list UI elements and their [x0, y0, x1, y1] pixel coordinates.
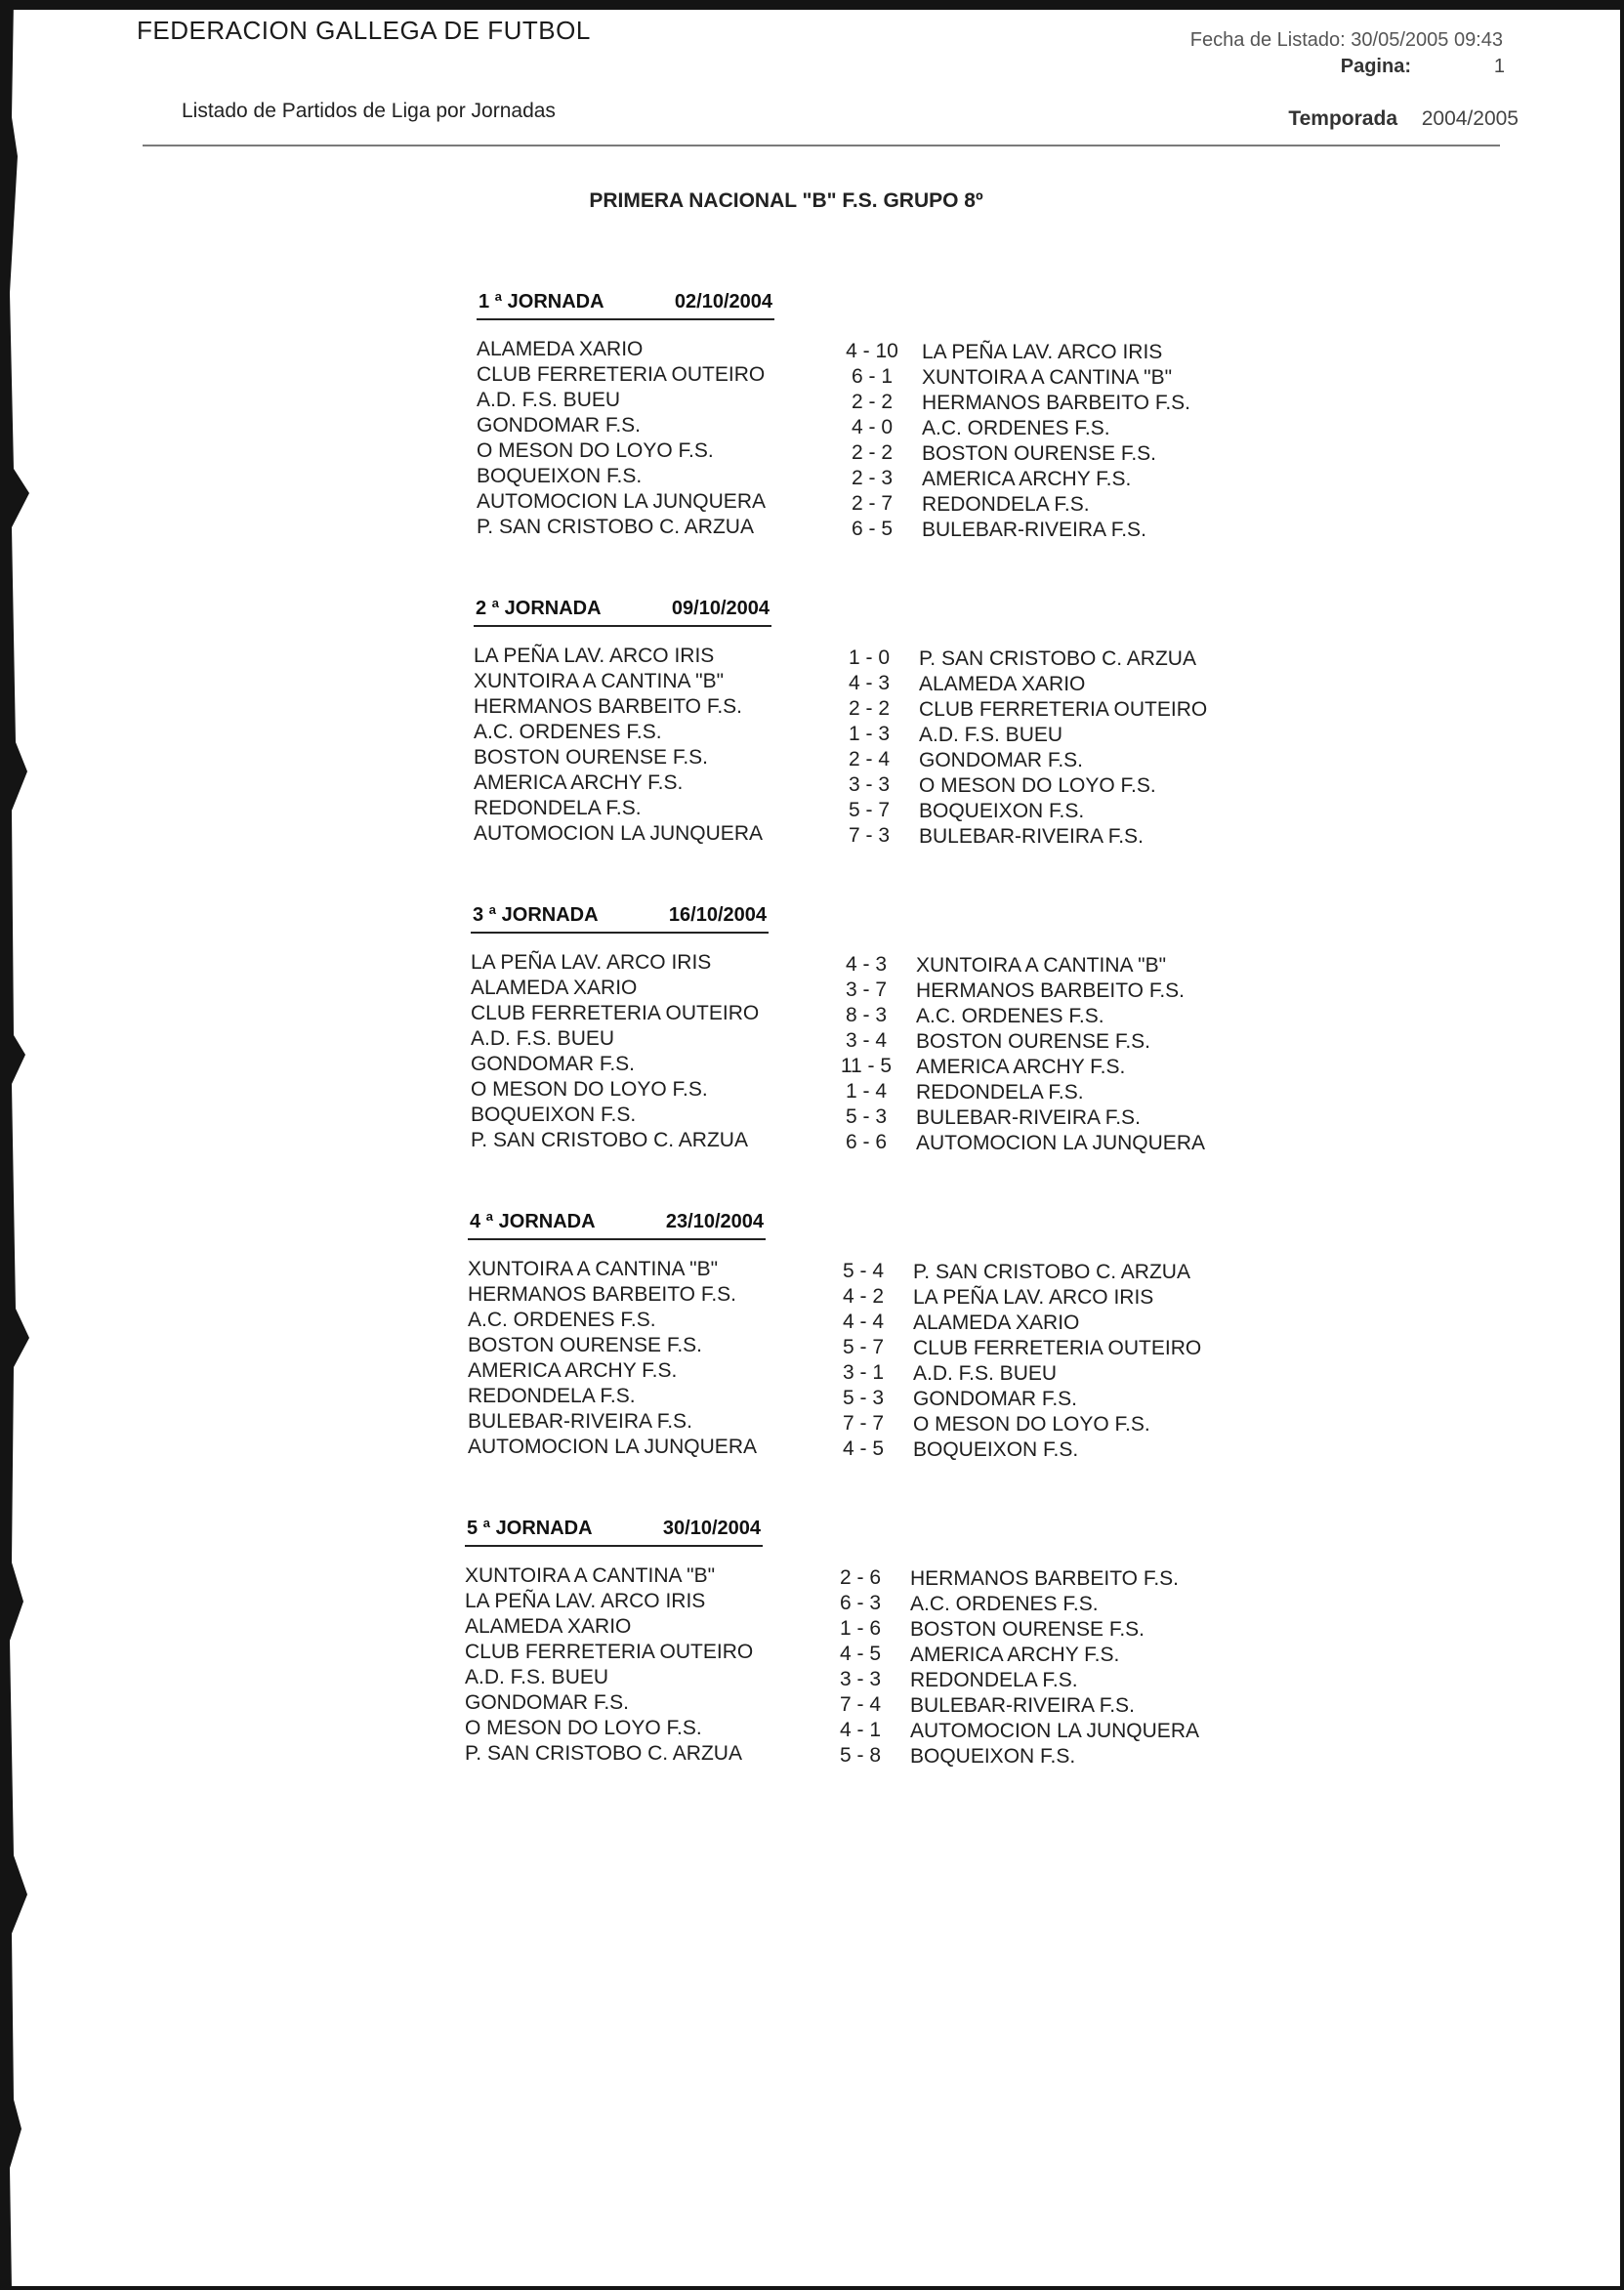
away-team: BOSTON OURENSE F.S. [916, 1030, 1150, 1053]
match-row [471, 1129, 1350, 1154]
match-row [468, 1359, 1347, 1385]
match-list [474, 645, 1353, 848]
match-score: 5 - 7 [848, 799, 891, 821]
match-row [471, 1002, 1350, 1027]
away-team: CLUB FERRETERIA OUTEIRO [913, 1337, 1202, 1359]
away-team: O MESON DO LOYO F.S. [919, 774, 1156, 797]
home-team: CLUB FERRETERIA OUTEIRO [477, 363, 766, 386]
jornada-heading [477, 289, 774, 320]
match-row [474, 670, 1353, 695]
match-score: 6 - 6 [845, 1131, 888, 1153]
match-score: 4 - 10 [846, 340, 898, 362]
home-team: O MESON DO LOYO F.S. [465, 1717, 702, 1739]
match-score: 11 - 5 [840, 1055, 893, 1077]
match-score: 4 - 5 [839, 1643, 882, 1665]
away-team: AMERICA ARCHY F.S. [910, 1644, 1120, 1666]
home-team: ALAMEDA XARIO [465, 1615, 632, 1638]
home-team: CLUB FERRETERIA OUTEIRO [471, 1002, 760, 1024]
away-team: A.C. ORDENES F.S. [916, 1005, 1104, 1027]
match-score: 8 - 3 [845, 1004, 888, 1026]
jornada-date: 23/10/2004 [665, 1211, 764, 1232]
away-team: REDONDELA F.S. [922, 493, 1090, 516]
match-row [474, 721, 1353, 746]
home-team: XUNTOIRA A CANTINA "B" [465, 1564, 716, 1587]
match-score: 2 - 2 [851, 441, 894, 464]
home-team: AUTOMOCION LA JUNQUERA [468, 1436, 757, 1458]
match-row [465, 1742, 1344, 1768]
home-team: REDONDELA F.S. [474, 797, 642, 819]
organization-title: FEDERACION GALLEGA DE FUTBOL [137, 16, 591, 45]
match-row [471, 1078, 1350, 1103]
home-team: GONDOMAR F.S. [477, 414, 642, 437]
match-row [474, 695, 1353, 721]
jornada-title: 3 ª JORNADA [473, 904, 599, 926]
home-team: GONDOMAR F.S. [471, 1053, 636, 1075]
jornada-heading [474, 596, 771, 627]
match-row [465, 1564, 1344, 1590]
match-row [465, 1691, 1344, 1717]
jornada-title: 5 ª JORNADA [467, 1518, 593, 1539]
season-label: Temporada [1288, 107, 1397, 130]
home-team: BOSTON OURENSE F.S. [474, 746, 708, 769]
away-team: BOQUEIXON F.S. [910, 1745, 1076, 1768]
home-team: AUTOMOCION LA JUNQUERA [474, 822, 763, 845]
home-team: ALAMEDA XARIO [477, 338, 644, 360]
match-row [477, 465, 1355, 490]
away-team: A.D. F.S. BUEU [913, 1362, 1058, 1385]
match-row [477, 490, 1355, 516]
home-team: ALAMEDA XARIO [471, 977, 638, 999]
home-team: A.C. ORDENES F.S. [474, 721, 662, 743]
match-score: 2 - 7 [851, 492, 894, 515]
match-score: 7 - 4 [839, 1693, 882, 1716]
match-score: 5 - 3 [842, 1387, 885, 1409]
away-team: HERMANOS BARBEITO F.S. [916, 979, 1185, 1002]
away-team: GONDOMAR F.S. [913, 1388, 1078, 1410]
match-score: 3 - 3 [839, 1668, 882, 1690]
match-score: 7 - 7 [842, 1412, 885, 1435]
jornada-date: 16/10/2004 [668, 904, 767, 926]
home-team: XUNTOIRA A CANTINA "B" [474, 670, 725, 692]
home-team: GONDOMAR F.S. [465, 1691, 630, 1714]
match-score: 1 - 4 [845, 1080, 888, 1103]
jornada-date: 30/10/2004 [662, 1518, 761, 1539]
match-score: 2 - 3 [851, 467, 894, 489]
scan-torn-edge [0, 0, 39, 2290]
away-team: P. SAN CRISTOBO C. ARZUA [913, 1261, 1190, 1283]
listing-date: Fecha de Listado: 30/05/2005 09:43 [1189, 29, 1503, 51]
away-team: BOQUEIXON F.S. [919, 800, 1085, 822]
away-team: ALAMEDA XARIO [919, 673, 1086, 695]
away-team: LA PEÑA LAV. ARCO IRIS [922, 341, 1163, 363]
jornada-title: 4 ª JORNADA [470, 1211, 596, 1232]
competition-title: PRIMERA NACIONAL "B" F.S. GRUPO 8º [589, 189, 983, 212]
match-score: 3 - 3 [848, 773, 891, 796]
away-team: BOSTON OURENSE F.S. [910, 1618, 1145, 1641]
home-team: A.C. ORDENES F.S. [468, 1309, 656, 1331]
match-row [468, 1410, 1347, 1436]
match-score: 5 - 7 [842, 1336, 885, 1358]
match-score: 1 - 0 [848, 646, 891, 669]
away-team: HERMANOS BARBEITO F.S. [910, 1567, 1179, 1590]
away-team: A.C. ORDENES F.S. [922, 417, 1110, 439]
home-team: LA PEÑA LAV. ARCO IRIS [465, 1590, 706, 1612]
home-team: XUNTOIRA A CANTINA "B" [468, 1258, 719, 1280]
jornada-heading [465, 1516, 763, 1547]
home-team: BOSTON OURENSE F.S. [468, 1334, 702, 1356]
scan-border-right [1620, 0, 1624, 2290]
match-score: 4 - 3 [845, 953, 888, 976]
home-team: REDONDELA F.S. [468, 1385, 636, 1407]
home-team: A.D. F.S. BUEU [465, 1666, 609, 1688]
match-score: 5 - 3 [845, 1105, 888, 1128]
away-team: AUTOMOCION LA JUNQUERA [910, 1720, 1199, 1742]
match-row [465, 1641, 1344, 1666]
home-team: O MESON DO LOYO F.S. [471, 1078, 708, 1101]
report-subtitle: Listado de Partidos de Liga por Jornadas [182, 100, 556, 122]
match-row [471, 951, 1350, 977]
match-row [477, 389, 1355, 414]
match-row [465, 1590, 1344, 1615]
home-team: BULEBAR-RIVEIRA F.S. [468, 1410, 692, 1433]
match-score: 5 - 4 [842, 1260, 885, 1282]
match-row [477, 516, 1355, 541]
away-team: BULEBAR-RIVEIRA F.S. [910, 1694, 1135, 1717]
away-team: BULEBAR-RIVEIRA F.S. [919, 825, 1144, 848]
match-list [477, 338, 1355, 541]
match-score: 3 - 7 [845, 978, 888, 1001]
match-row [465, 1666, 1344, 1691]
jornada-date: 09/10/2004 [671, 598, 770, 619]
home-team: A.D. F.S. BUEU [477, 389, 621, 411]
away-team: REDONDELA F.S. [916, 1081, 1084, 1103]
home-team: LA PEÑA LAV. ARCO IRIS [471, 951, 712, 974]
match-row [468, 1385, 1347, 1410]
jornada-heading [471, 902, 769, 934]
match-score: 3 - 4 [845, 1029, 888, 1052]
home-team: AMERICA ARCHY F.S. [474, 771, 684, 794]
match-row [471, 977, 1350, 1002]
match-row [471, 1027, 1350, 1053]
jornada-date: 02/10/2004 [674, 291, 772, 312]
away-team: BULEBAR-RIVEIRA F.S. [922, 519, 1146, 541]
home-team: BOQUEIXON F.S. [471, 1103, 637, 1126]
away-team: P. SAN CRISTOBO C. ARZUA [919, 647, 1196, 670]
away-team: AMERICA ARCHY F.S. [916, 1056, 1126, 1078]
scan-border-top [0, 0, 1624, 10]
away-team: REDONDELA F.S. [910, 1669, 1078, 1691]
away-team: A.C. ORDENES F.S. [910, 1593, 1099, 1615]
match-score: 6 - 5 [851, 518, 894, 540]
match-score: 2 - 2 [848, 697, 891, 720]
match-list [471, 951, 1350, 1154]
home-team: AMERICA ARCHY F.S. [468, 1359, 678, 1382]
home-team: O MESON DO LOYO F.S. [477, 439, 714, 462]
match-score: 1 - 6 [839, 1617, 882, 1640]
match-row [465, 1717, 1344, 1742]
away-team: A.D. F.S. BUEU [919, 724, 1063, 746]
match-score: 4 - 0 [851, 416, 894, 438]
match-score: 6 - 1 [851, 365, 894, 388]
match-score: 4 - 3 [848, 672, 891, 694]
away-team: GONDOMAR F.S. [919, 749, 1084, 771]
jornada-title: 2 ª JORNADA [476, 598, 602, 619]
match-row [471, 1053, 1350, 1078]
match-score: 6 - 3 [839, 1592, 882, 1614]
match-row [468, 1283, 1347, 1309]
match-row [474, 771, 1353, 797]
match-row [477, 363, 1355, 389]
scan-border-bottom [0, 2286, 1624, 2290]
match-row [468, 1309, 1347, 1334]
away-team: AUTOMOCION LA JUNQUERA [916, 1132, 1205, 1154]
match-list [465, 1564, 1344, 1768]
season-value: 2004/2005 [1421, 107, 1519, 130]
match-row [468, 1436, 1347, 1461]
away-team: XUNTOIRA A CANTINA "B" [922, 366, 1173, 389]
home-team: P. SAN CRISTOBO C. ARZUA [465, 1742, 742, 1765]
match-score: 1 - 3 [848, 723, 891, 745]
home-team: CLUB FERRETERIA OUTEIRO [465, 1641, 754, 1663]
match-list [468, 1258, 1347, 1461]
match-score: 4 - 1 [839, 1719, 882, 1741]
match-score: 2 - 2 [851, 391, 894, 413]
away-team: XUNTOIRA A CANTINA "B" [916, 954, 1167, 977]
away-team: CLUB FERRETERIA OUTEIRO [919, 698, 1208, 721]
match-row [474, 797, 1353, 822]
match-score: 2 - 6 [839, 1566, 882, 1589]
home-team: LA PEÑA LAV. ARCO IRIS [474, 645, 715, 667]
match-row [474, 645, 1353, 670]
match-score: 5 - 8 [839, 1744, 882, 1767]
away-team: LA PEÑA LAV. ARCO IRIS [913, 1286, 1154, 1309]
away-team: BOQUEIXON F.S. [913, 1438, 1079, 1461]
match-score: 7 - 3 [848, 824, 891, 847]
match-score: 4 - 5 [842, 1437, 885, 1460]
away-team: ALAMEDA XARIO [913, 1312, 1080, 1334]
match-row [474, 822, 1353, 848]
match-row [471, 1103, 1350, 1129]
match-row [477, 414, 1355, 439]
jornada-title: 1 ª JORNADA [479, 291, 604, 312]
match-row [468, 1258, 1347, 1283]
match-row [474, 746, 1353, 771]
match-row [468, 1334, 1347, 1359]
home-team: HERMANOS BARBEITO F.S. [468, 1283, 736, 1306]
home-team: BOQUEIXON F.S. [477, 465, 643, 487]
home-team: A.D. F.S. BUEU [471, 1027, 615, 1050]
page-label: Pagina: [1340, 56, 1411, 77]
match-row [465, 1615, 1344, 1641]
home-team: HERMANOS BARBEITO F.S. [474, 695, 742, 718]
match-score: 4 - 4 [842, 1311, 885, 1333]
away-team: AMERICA ARCHY F.S. [922, 468, 1132, 490]
away-team: HERMANOS BARBEITO F.S. [922, 392, 1190, 414]
home-team: P. SAN CRISTOBO C. ARZUA [477, 516, 754, 538]
away-team: BULEBAR-RIVEIRA F.S. [916, 1106, 1141, 1129]
jornada-heading [468, 1209, 766, 1240]
match-score: 3 - 1 [842, 1361, 885, 1384]
match-score: 2 - 4 [848, 748, 891, 770]
match-row [477, 439, 1355, 465]
match-row [477, 338, 1355, 363]
header-divider [143, 145, 1500, 146]
page-number: 1 [1493, 56, 1505, 77]
away-team: BOSTON OURENSE F.S. [922, 442, 1156, 465]
home-team: P. SAN CRISTOBO C. ARZUA [471, 1129, 748, 1151]
match-score: 4 - 2 [842, 1285, 885, 1308]
away-team: O MESON DO LOYO F.S. [913, 1413, 1150, 1436]
home-team: AUTOMOCION LA JUNQUERA [477, 490, 766, 513]
